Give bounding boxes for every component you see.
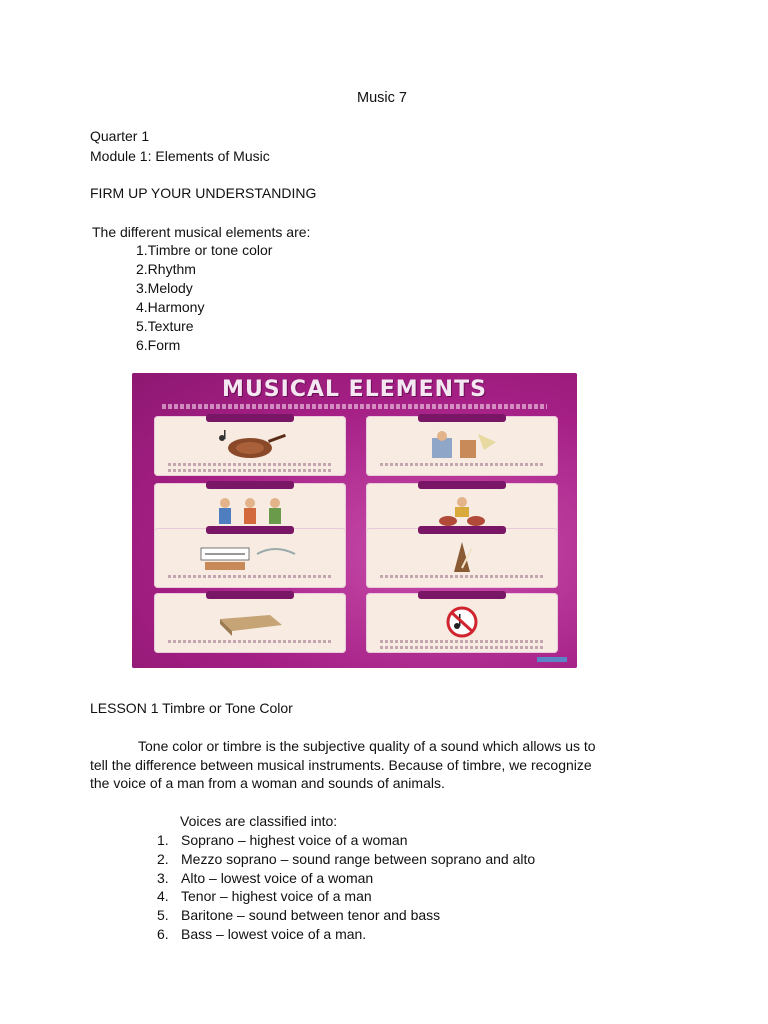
poster-card-tempo — [154, 528, 346, 588]
quarter-label: Quarter 1 — [90, 128, 150, 144]
elements-list — [136, 241, 272, 355]
metronome-icon — [432, 540, 492, 574]
poster-card-structure — [154, 593, 346, 653]
dynamics-drum-icon — [422, 495, 502, 529]
timbre-paragraph — [90, 737, 690, 793]
section-heading: FIRM UP YOUR UNDERSTANDING — [90, 185, 317, 201]
lesson-heading: LESSON 1 Timbre or Tone Color — [90, 700, 293, 716]
silence-no-music-icon — [442, 605, 482, 639]
poster-card-silence — [366, 593, 558, 653]
structure-book-icon — [210, 605, 290, 639]
module-title: Module 1: Elements of Music — [90, 148, 270, 164]
list-item: 4.Harmony — [136, 299, 205, 315]
voices-list — [157, 831, 535, 944]
list-item: 1. Soprano – highest voice of a woman — [157, 832, 408, 848]
poster-card-pitch — [366, 416, 558, 476]
list-item: 6. Bass – lowest voice of a man. — [157, 925, 367, 942]
voices-intro: Voices are classified into: — [180, 813, 338, 829]
list-item: 4. Tenor – highest voice of a man — [157, 888, 372, 905]
document-title: Music 7 — [357, 90, 407, 106]
texture-band-icon — [205, 495, 295, 529]
paragraph-line: the voice of a man from a woman and sounds of animals. — [90, 775, 445, 792]
violin-icon — [210, 428, 290, 462]
paragraph-line: tell the difference between musical instruments. Because of timbre, we recognize — [90, 756, 592, 773]
pitch-icon — [422, 428, 502, 462]
list-item: 5.Texture — [136, 318, 194, 334]
list-item: 2. Mezzo soprano – sound range between soprano and alto — [157, 850, 536, 867]
list-item: 6.Form — [136, 337, 181, 353]
list-item: 5. Baritone – sound between tenor and bass — [157, 907, 441, 924]
poster-card-timbre — [154, 416, 346, 476]
list-item: 2.Rhythm — [136, 261, 196, 277]
poster-subtitle-line — [162, 404, 547, 409]
poster-card-duration — [366, 528, 558, 588]
list-item: 1.Timbre or tone color — [136, 242, 273, 258]
paragraph-line: Tone color or timbre is the subjective quality of a sound which allows us to — [138, 738, 596, 754]
publisher-logo — [537, 657, 567, 662]
list-item: 3.Melody — [136, 280, 193, 296]
poster-title: MUSICAL ELEMENTS — [222, 377, 487, 402]
musical-elements-poster — [132, 373, 577, 668]
tempo-icon — [195, 540, 305, 574]
elements-intro: The different musical elements are: — [92, 224, 311, 240]
list-item: 3. Alto – lowest voice of a woman — [157, 869, 374, 886]
